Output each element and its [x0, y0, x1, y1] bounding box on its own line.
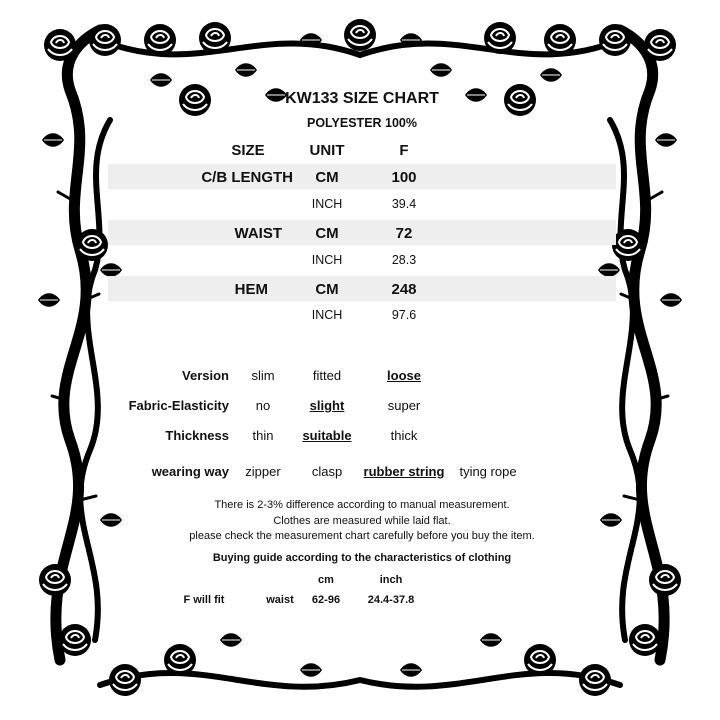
unit-inch: INCH [311, 253, 343, 267]
row-band [108, 276, 616, 301]
thickness-option-thick: thick [390, 428, 418, 443]
unit-inch: INCH [311, 308, 343, 322]
wearing-option-zipper: zipper [245, 464, 281, 479]
guide-fit-label: F will fit [183, 594, 225, 606]
material-subtitle: POLYESTER 100% [306, 116, 418, 130]
value-cm: 72 [395, 225, 413, 242]
header-size: SIZE [231, 142, 265, 159]
note-line: Clothes are measured while laid flat. [273, 515, 451, 527]
thickness-label: Thickness [165, 428, 229, 443]
thickness-option-thin: thin [252, 428, 274, 443]
row-label-hem: HEM [234, 281, 268, 298]
guide-col-inch: inch [379, 574, 403, 586]
unit-cm: CM [315, 281, 339, 298]
row-label-waist: WAIST [234, 225, 282, 242]
version-option-loose-selected: loose [387, 368, 421, 383]
elasticity-option-slight-selected: slight [309, 398, 345, 413]
version-label: Version [182, 368, 229, 383]
row-band [108, 220, 616, 245]
version-option-fitted: fitted [312, 368, 342, 383]
value-cm: 100 [391, 169, 417, 186]
buying-guide-title: Buying guide according to the characteristics of clothing [212, 552, 512, 564]
unit-cm: CM [315, 225, 339, 242]
value-inch: 39.4 [391, 197, 417, 211]
guide-cm-range: 62-96 [311, 594, 341, 606]
elasticity-option-no: no [255, 398, 271, 413]
version-option-slim: slim [251, 368, 275, 383]
guide-measure: waist [266, 594, 294, 606]
note-line: please check the measurement chart carefully before you buy the item. [189, 530, 535, 542]
elasticity-option-super: super [387, 398, 421, 413]
value-cm: 248 [391, 281, 417, 298]
unit-cm: CM [315, 169, 339, 186]
guide-col-cm: cm [318, 574, 334, 586]
value-inch: 28.3 [391, 253, 417, 267]
note-line: There is 2-3% difference according to manual measurement. [214, 499, 510, 511]
page-title: KW133 SIZE CHART [285, 90, 439, 107]
header-f: F [399, 142, 409, 159]
value-inch: 97.6 [391, 308, 417, 322]
unit-inch: INCH [311, 197, 343, 211]
elasticity-label: Fabric-Elasticity [128, 398, 229, 413]
thickness-option-suitable-selected: suitable [302, 428, 352, 443]
wearing-option-tying-rope: tying rope [459, 464, 517, 479]
wearing-option-rubber-string-selected: rubber string [363, 464, 445, 479]
row-label-cb-length: C/B LENGTH [201, 169, 293, 186]
row-band [108, 164, 616, 189]
header-unit: UNIT [309, 142, 345, 159]
wearing-option-clasp: clasp [311, 464, 343, 479]
guide-inch-range: 24.4-37.8 [367, 594, 415, 606]
wearing-way-label: wearing way [151, 464, 229, 479]
